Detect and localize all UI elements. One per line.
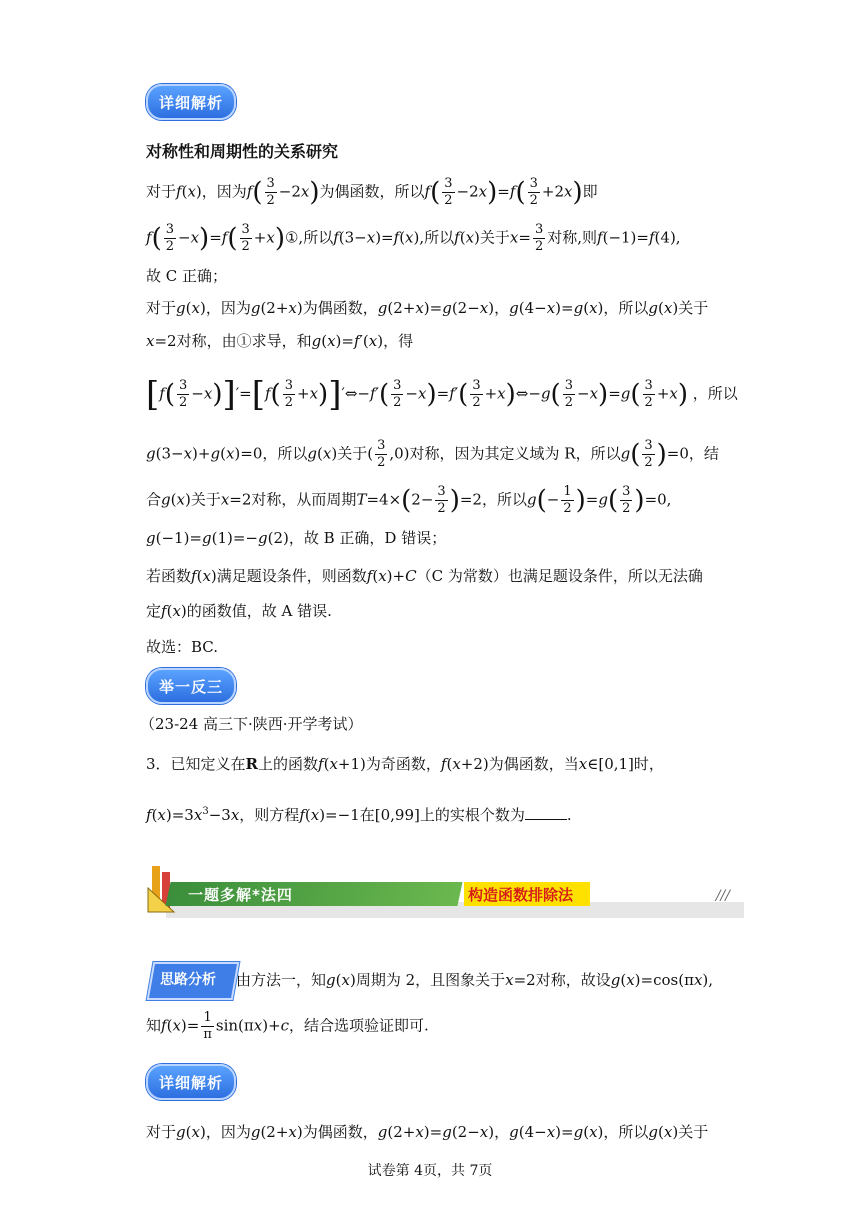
detail-analysis-label: 详细解析 [146,84,236,120]
method-banner [146,862,744,918]
answer-blank [525,805,567,820]
paragraph-line-6: [f( $\frac{3}{2}$ −x)]′=[f( $\frac{3}{2}$ +x)]′⇔−f′( $\frac{3}{2}$ −x)=f′( $\frac{3}{2}$ +x)⇔−g( $\frac{3}{2}$ −x)=g( $\frac{3}{2}$ +x) ，所以 [146,374,738,415]
page-footer: 试卷第 4页，共 7页 [367,1163,493,1179]
detail-analysis-label-2: 详细解析 [146,1064,236,1100]
banner-method-name: 构造函数排除法 [468,886,574,904]
paragraph-line-11: 定f(x)的函数值，故 A 错误. [146,602,332,620]
question-line-2: $f(x)=3x^3-3x$，则方程f(x)=−1在[0,99]上的实根个数为 . [146,806,572,824]
paragraph-line-12: 故选：BC. [146,638,219,656]
paragraph-line-5: x=2对称，由①求导，和g(x)=f′(x)，得 [146,332,414,350]
paragraph-line-8: 合g(x)关于x=2对称，从而周期T=4×(2− $\frac{3}{2}$ )=2，所以g(− $\frac{1}{2}$ )=g( $\frac{3}{2}$ )=0, [146,484,672,516]
question-source: （23-24 高三下·陕西·开学考试） [140,715,363,733]
paragraph-line-3: 故 C 正确； [146,267,228,285]
paragraph-line-1: 对于f(x)，因为f( $\frac{3}{2}$ −2x)为偶函数，所以f( $\frac{3}{2}$ −2x)=f( $\frac{3}{2}$ +2x)即 [146,176,598,208]
banner-mark: /// [715,888,730,904]
paragraph-line-10: 若函数f(x)满足题设条件，则函数f(x)+C（C 为常数）也满足题设条件，所以无法确 [146,567,703,585]
practice-label: 举一反三 [146,668,236,704]
last-line: 对于g(x)，因为g(2+x)为偶函数，g(2+x)=g(2−x)，g(4−x)=g(x)，所以g(x)关于 [146,1123,709,1141]
banner-method-title: 一题多解*法四 [188,886,293,904]
analysis-line-2: 知f(x)= $\frac{1}{\pi}$ sin(πx)+c，结合选项验证即可. [146,1010,429,1042]
analysis-tag-label: 思路分析 [160,972,216,988]
paragraph-line-9: g(−1)=g(1)=−g(2)，故 B 正确，D 错误； [146,529,447,547]
paragraph-line-4: 对于g(x)，因为g(2+x)为偶函数，g(2+x)=g(2−x)，g(4−x)=g(x)，所以g(x)关于 [146,299,709,317]
analysis-line-1: 由方法一，知g(x)周期为 2，且图象关于x=2对称，故设g(x)=cos(πx), [236,971,714,989]
paragraph-line-7: g(3−x)+g(x)=0，所以g(x)关于( $\frac{3}{2}$ ,0)对称，因为其定义域为 R，所以g( $\frac{3}{2}$ )=0，结 [146,438,719,470]
section-heading: 对称性和周期性的关系研究 [146,142,339,161]
paragraph-line-2: f( $\frac{3}{2}$ −x)=f( $\frac{3}{2}$ +x)①,所以f(3−x)=f(x),所以f(x)关于x= $\frac{3}{2}$ 对称,则f(−1)=f(4), [146,222,681,254]
question-line-1: 3．已知定义在R上的函数f(x+1)为奇函数，f(x+2)为偶函数，当x∈[0,1]时， [146,755,664,773]
